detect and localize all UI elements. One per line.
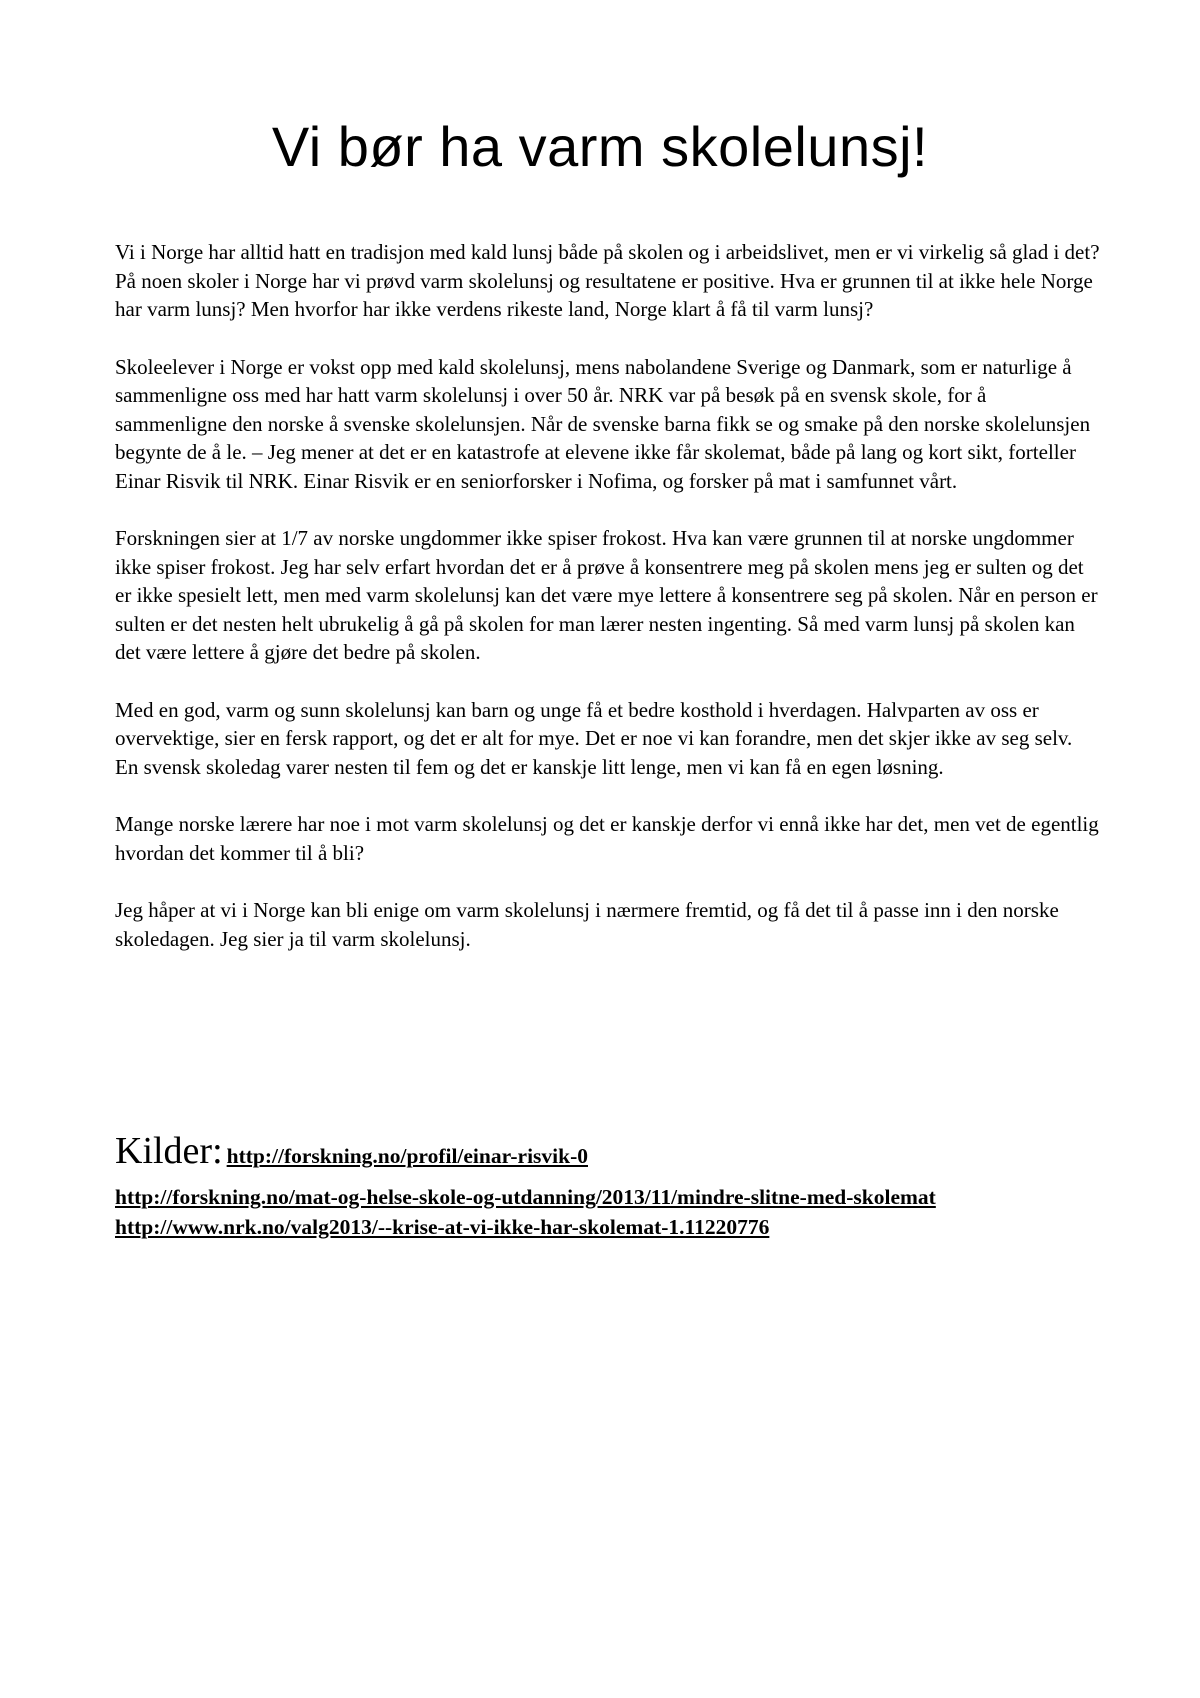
- paragraph-health: Med en god, varm og sunn skolelunsj kan barn og unge få et bedre kosthold i hverdagen. Halvparten av oss er overvektige, sier en fersk rapport, og det er alt for mye. Det er noe vi kan forandre, men det skjer ikke av seg selv. En svensk skoledag varer nesten til fem og det er kanskje litt lenge, men vi kan få en egen løsning.: [115, 697, 1073, 779]
- sources-first-line: [115, 1128, 1115, 1182]
- article-body: [115, 238, 1100, 982]
- paragraph-research: Forskningen sier at 1/7 av norske ungdommer ikke spiser frokost. Hva kan være grunnen til at norske ungdommer ikke spiser frokost. Jeg har selv erfart hvordan det er å prøve å konsentrere meg på skolen mens jeg er sulten og det er ikke spesielt lett, men med varm skolelunsj kan det være mye lettere å konsentrere seg på skolen. Når en person er sulten er det nesten helt ubrukelig å gå på skolen for man lærer nesten ingenting. Så med varm lunsj på skolen kan det være lettere å gjøre det bedre på skolen.: [115, 526, 1098, 664]
- paragraph-comparison: Skoleelever i Norge er vokst opp med kald skolelunsj, mens nabolandene Sverige og Danmark, som er naturlige å sammenligne oss med har hatt varm skolelunsj i over 50 år. NRK var på besøk på en svensk skole, for å sammenligne den norske å svenske skolelunsjen. Når de svenske barna fikk se og smake på den norske skolelunsjen begynte de å le. – Jeg mener at det er en katastrofe at elevene ikke får skolemat, både på lang og kort sikt, forteller Einar Risvik til NRK. Einar Risvik er en seniorforsker i Nofima, og forsker på mat i samfunnet vårt.: [115, 354, 1091, 493]
- paragraph-intro: Vi i Norge har alltid hatt en tradisjon med kald lunsj både på skolen og i arbeidslivet, men er vi virkelig så glad i det? På noen skoler i Norge har vi prøvd varm skolelunsj og resultatene er positive. Hva er grunnen til at ikke hele Norge har varm lunsj? Men hvorfor har ikke verdens rikeste land, Norge klart å få til varm lunsj?: [115, 240, 1100, 321]
- document-title: Vi bør ha varm skolelunsj!: [271, 115, 929, 178]
- source-link-forskning-profil[interactable]: http://forskning.no/profil/einar-risvik-0: [226, 1144, 588, 1168]
- source-link-nrk[interactable]: http://www.nrk.no/valg2013/--krise-at-vi-ikke-har-skolemat-1.11220776: [115, 1215, 770, 1239]
- sources-section: [115, 1128, 1115, 1242]
- sources-label: Kilder:: [115, 1130, 223, 1172]
- source-link-forskning-skolemat[interactable]: http://forskning.no/mat-og-helse-skole-og-utdanning/2013/11/mindre-slitne-med-skolemat: [115, 1185, 936, 1209]
- paragraph-teachers: Mange norske lærere har noe i mot varm skolelunsj og det er kanskje derfor vi ennå ikke har det, men vet de egentlig hvordan det kommer til å bli?: [115, 812, 1099, 865]
- paragraph-conclusion: Jeg håper at vi i Norge kan bli enige om varm skolelunsj i nærmere fremtid, og få det til å passe inn i den norske skoledagen. Jeg sier ja til varm skolelunsj.: [115, 898, 1059, 951]
